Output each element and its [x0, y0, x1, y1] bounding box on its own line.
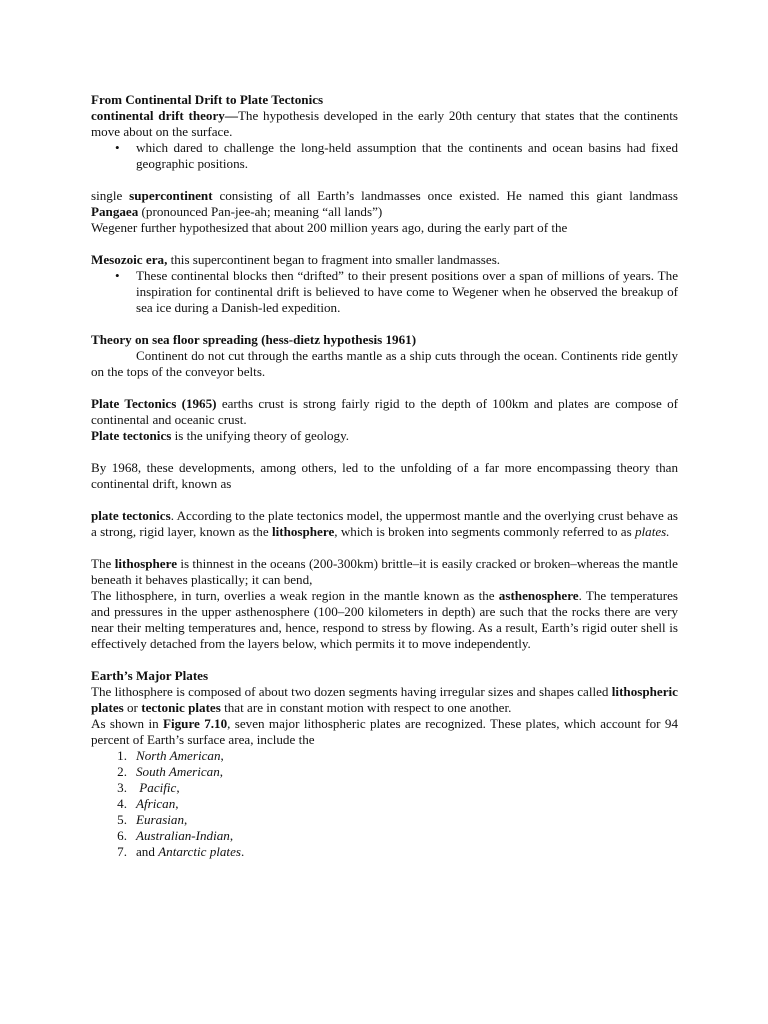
asthenosphere-paragraph: The lithosphere, in turn, overlies a weak region in the mantle known as the asthenosphere. The temperatures and pressures in the upper asthenosphere (100–200 kilometers in depth) are such that the rocks there are very near their melting temperatures and, hence, respond to stress by flowing. As a result, Earth’s rigid outer shell is effectively detached from the layers below, which permits it to move independently. [91, 588, 678, 651]
unifying-theory-paragraph: Plate tectonics is the unifying theory of geology. [91, 428, 350, 443]
bullet-icon: • [115, 140, 120, 155]
doc-title: From Continental Drift to Plate Tectonics [91, 92, 324, 107]
major-plates-heading: Earth’s Major Plates [91, 668, 209, 683]
list-item: 2. South American, [117, 764, 224, 779]
list-item: 3. Pacific, [117, 780, 180, 795]
term-plate-tectonics: plate tectonics [91, 508, 171, 523]
plate-tectonics-model-paragraph: plate tectonics. According to the plate tectonics model, the uppermost mantle and the overlying crust behave as a strong, rigid layer, known as the lithosphere, which is broken into segments commonly referred to as plates. [91, 508, 678, 539]
plate-tectonics-1965-paragraph: Plate Tectonics (1965) earths crust is strong fairly rigid to the depth of 100km and plates are compose of continental and oceanic crust. [91, 396, 678, 427]
seafloor-heading: Theory on sea floor spreading (hess-dietz hypothesis 1961) [91, 332, 417, 347]
figure-reference: Figure 7.10 [163, 716, 228, 731]
term-lithosphere: lithosphere [271, 524, 335, 539]
term-continental-drift: continental drift theory— [91, 108, 238, 123]
term-lithospheric-plates: lithospheric plates [91, 684, 678, 715]
term-plates: plates. [635, 524, 670, 539]
list-item: 4. African, [117, 796, 179, 811]
term-asthenosphere: asthenosphere [498, 588, 579, 603]
lithosphere-paragraph: The lithosphere is thinnest in the oceans (200-300km) brittle–it is easily cracked or broken–whereas the mantle beneath it behaves plastically; it can bend, [91, 556, 678, 587]
1968-paragraph: By 1968, these developments, among others, led to the unfolding of a far more encompassing theory than continental drift, known as [91, 460, 678, 491]
term-tectonic-plates: tectonic plates [141, 700, 221, 715]
continental-drift-paragraph: continental drift theory—The hypothesis developed in the early 20th century that states that the continents move about on the surface. [91, 108, 678, 139]
wegener-paragraph: Wegener further hypothesized that about 200 million years ago, during the early part of the [91, 220, 568, 235]
list-item: 7. and Antarctic plates. [117, 844, 245, 859]
list-item: 5. Eurasian, [117, 812, 188, 827]
mesozoic-paragraph: Mesozoic era, this supercontinent began to fragment into smaller landmasses. [91, 252, 501, 267]
list-item: 1. North American, [117, 748, 224, 763]
list-item: 6. Australian-Indian, [117, 828, 234, 843]
term-mesozoic: Mesozoic era, [91, 252, 168, 267]
supercontinent-paragraph: single supercontinent consisting of all Earth’s landmasses once existed. He named this giant landmass Pangaea (pronounced Pan-jee-ah; meaning “all lands”) [91, 188, 678, 219]
seafloor-paragraph: Continent do not cut through the earths mantle as a ship cuts through the ocean. Continents ride gently on the tops of the conveyor belts. [91, 348, 678, 379]
term-plate-tectonics-1965: Plate Tectonics (1965) [91, 396, 217, 411]
plates-list [91, 748, 678, 860]
term-lithosphere: lithosphere [114, 556, 178, 571]
term-plate-tectonics: Plate tectonics [91, 428, 172, 443]
bullet-icon: • [115, 268, 120, 283]
bullet-item: • These continental blocks then “drifted” to their present positions over a span of millions of years. The inspiration for continental drift is believed to have come to Wegener when he observed the breakup of sea ice during a Danish-led expedition. [115, 268, 678, 315]
bullet-item: • which dared to challenge the long-held assumption that the continents and ocean basins had fixed geographic positions. [115, 140, 678, 171]
term-supercontinent: supercontinent [129, 188, 213, 203]
term-pangaea: Pangaea [91, 204, 139, 219]
major-plates-paragraph: The lithosphere is composed of about two dozen segments having irregular sizes and shapes called lithospheric plates or tectonic plates that are in constant motion with respect to one another. [91, 684, 678, 715]
figure-paragraph: As shown in Figure 7.10, seven major lithospheric plates are recognized. These plates, which account for 94 percent of Earth’s surface area, include the [91, 716, 678, 747]
